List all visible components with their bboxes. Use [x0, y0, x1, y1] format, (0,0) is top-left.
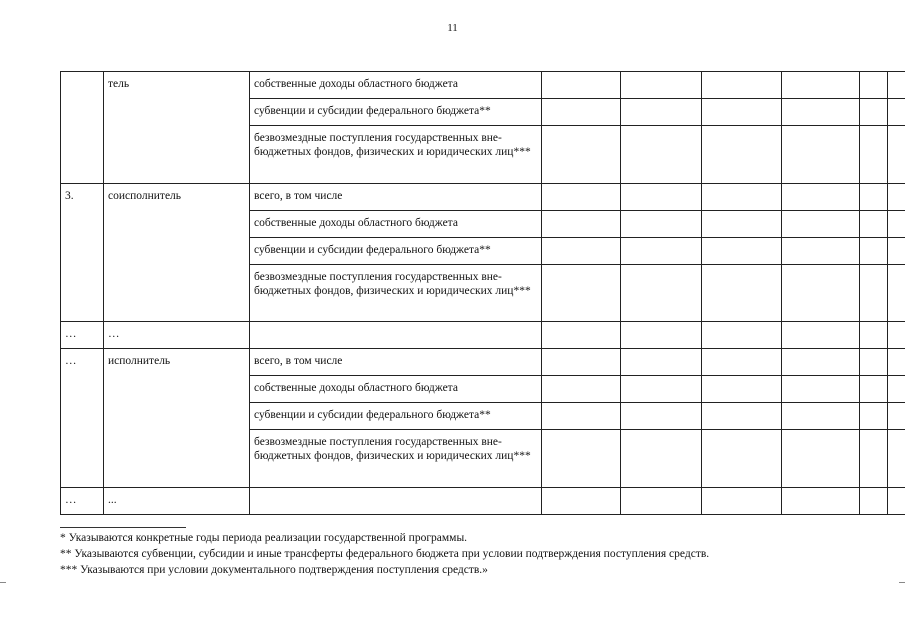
- source-cell: субвенции и субсидии федерального бюджета**: [250, 403, 542, 430]
- value-cell: [542, 99, 621, 126]
- table-row: [61, 322, 905, 349]
- value-cell: [621, 211, 702, 238]
- row-number-cell: [61, 72, 104, 184]
- value-cell: [621, 72, 702, 99]
- value-cell: [542, 211, 621, 238]
- value-cell: [782, 126, 860, 184]
- value-cell: [860, 72, 888, 99]
- value-cell: [702, 72, 782, 99]
- value-cell: [782, 430, 860, 488]
- value-cell: [702, 349, 782, 376]
- value-cell: [860, 488, 888, 515]
- footnotes: [60, 530, 709, 578]
- value-cell: [621, 322, 702, 349]
- budget-table: [60, 71, 905, 515]
- value-cell: [782, 265, 860, 322]
- source-cell: всего, в том числе: [250, 184, 542, 211]
- value-cell: [888, 211, 905, 238]
- footnote: * Указываются конкретные годы периода реализации государственной программы.: [60, 532, 468, 544]
- value-cell: [888, 349, 905, 376]
- value-cell: [888, 403, 905, 430]
- value-cell: [782, 238, 860, 265]
- value-cell: [621, 430, 702, 488]
- value-cell: [702, 430, 782, 488]
- value-cell: [621, 488, 702, 515]
- value-cell: [888, 430, 905, 488]
- role-cell: соисполнитель: [104, 184, 250, 322]
- table-row: [61, 184, 905, 211]
- value-cell: [860, 211, 888, 238]
- value-cell: [860, 322, 888, 349]
- scan-edge-mark: [899, 582, 905, 583]
- source-cell: безвозмездные поступления государственных вне-бюджетных фондов, физических и юридических лиц***: [250, 430, 542, 488]
- value-cell: [542, 265, 621, 322]
- value-cell: [621, 238, 702, 265]
- value-cell: [702, 211, 782, 238]
- row-number-cell: …: [61, 488, 104, 515]
- value-cell: [860, 238, 888, 265]
- value-cell: [782, 403, 860, 430]
- value-cell: [702, 488, 782, 515]
- role-cell: ...: [104, 488, 250, 515]
- source-cell: всего, в том числе: [250, 349, 542, 376]
- value-cell: [782, 488, 860, 515]
- table-row: [61, 72, 905, 99]
- source-cell: безвозмездные поступления государственных вне-бюджетных фондов, физических и юридических лиц***: [250, 126, 542, 184]
- role-cell: …: [104, 322, 250, 349]
- footnote-divider: [60, 527, 186, 528]
- value-cell: [702, 265, 782, 322]
- value-cell: [542, 238, 621, 265]
- value-cell: [782, 211, 860, 238]
- value-cell: [621, 376, 702, 403]
- value-cell: [702, 99, 782, 126]
- value-cell: [702, 238, 782, 265]
- value-cell: [542, 72, 621, 99]
- value-cell: [782, 376, 860, 403]
- value-cell: [860, 376, 888, 403]
- source-cell: субвенции и субсидии федерального бюджета**: [250, 238, 542, 265]
- value-cell: [888, 126, 905, 184]
- value-cell: [542, 376, 621, 403]
- value-cell: [860, 184, 888, 211]
- value-cell: [702, 322, 782, 349]
- value-cell: [860, 403, 888, 430]
- value-cell: [860, 349, 888, 376]
- value-cell: [702, 126, 782, 184]
- value-cell: [888, 322, 905, 349]
- value-cell: [782, 349, 860, 376]
- page-number: 11: [447, 22, 458, 34]
- source-cell: [250, 322, 542, 349]
- value-cell: [782, 99, 860, 126]
- source-cell: субвенции и субсидии федерального бюджета**: [250, 99, 542, 126]
- value-cell: [621, 126, 702, 184]
- source-cell: собственные доходы областного бюджета: [250, 211, 542, 238]
- value-cell: [702, 184, 782, 211]
- value-cell: [888, 238, 905, 265]
- source-cell: [250, 488, 542, 515]
- value-cell: [542, 488, 621, 515]
- value-cell: [621, 184, 702, 211]
- value-cell: [782, 184, 860, 211]
- value-cell: [860, 265, 888, 322]
- row-number-cell: 3.: [61, 184, 104, 322]
- table-row: [61, 488, 905, 515]
- value-cell: [888, 376, 905, 403]
- source-cell: безвозмездные поступления государственных вне-бюджетных фондов, физических и юридических лиц***: [250, 265, 542, 322]
- value-cell: [621, 99, 702, 126]
- value-cell: [702, 376, 782, 403]
- value-cell: [542, 126, 621, 184]
- row-number-cell: …: [61, 322, 104, 349]
- value-cell: [860, 99, 888, 126]
- row-number-cell: …: [61, 349, 104, 488]
- value-cell: [782, 322, 860, 349]
- value-cell: [542, 403, 621, 430]
- role-cell: тель: [104, 72, 250, 184]
- scan-edge-mark: [0, 582, 6, 583]
- value-cell: [888, 72, 905, 99]
- role-cell: исполнитель: [104, 349, 250, 488]
- value-cell: [860, 430, 888, 488]
- footnote: ** Указываются субвенции, субсидии и иные трансферты федерального бюджета при условии подтверждения поступления средств.: [60, 548, 710, 560]
- value-cell: [621, 349, 702, 376]
- value-cell: [621, 265, 702, 322]
- value-cell: [888, 184, 905, 211]
- footnote: *** Указываются при условии документального подтверждения поступления средств.»: [60, 564, 488, 576]
- value-cell: [888, 488, 905, 515]
- value-cell: [782, 72, 860, 99]
- source-cell: собственные доходы областного бюджета: [250, 376, 542, 403]
- value-cell: [542, 430, 621, 488]
- value-cell: [542, 322, 621, 349]
- value-cell: [888, 265, 905, 322]
- value-cell: [621, 403, 702, 430]
- value-cell: [542, 349, 621, 376]
- value-cell: [702, 403, 782, 430]
- source-cell: собственные доходы областного бюджета: [250, 72, 542, 99]
- value-cell: [860, 126, 888, 184]
- value-cell: [888, 99, 905, 126]
- value-cell: [542, 184, 621, 211]
- table-row: [61, 349, 905, 376]
